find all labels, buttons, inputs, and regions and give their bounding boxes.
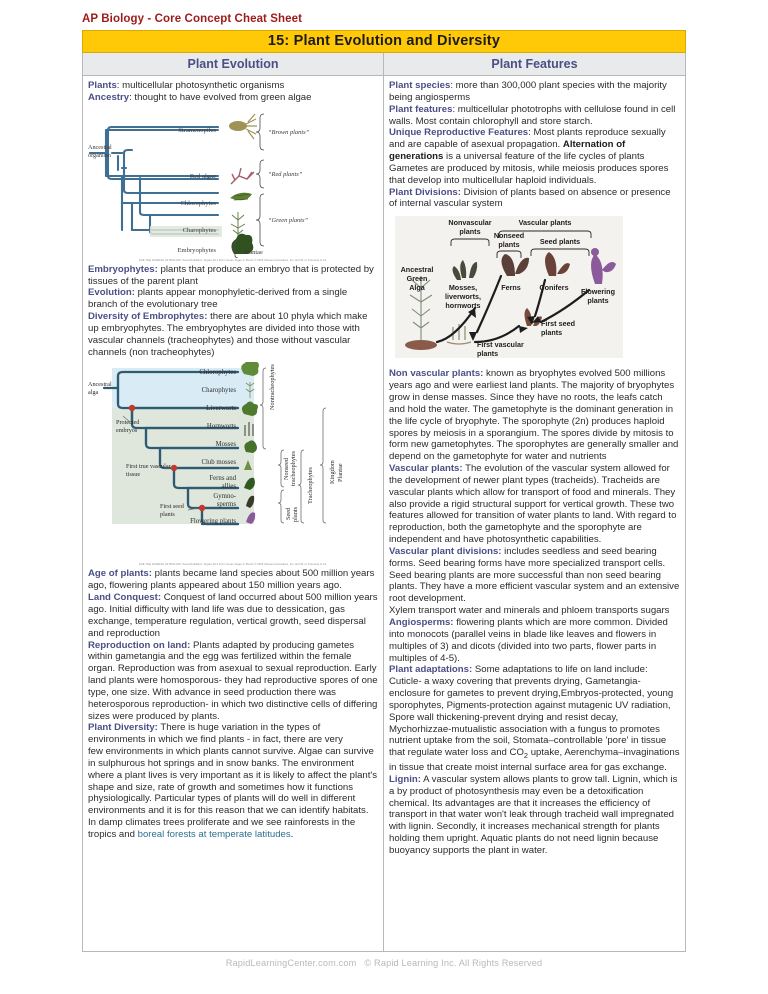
para-non-vascular-plants: Non vascular plants: known as bryophytes evolved 500 millions years ago and were earliest land plants. The majority of bryophytes grow in dense masses. Since they have no roots, the leafs catch and hold the water. The gametophyte is the dominant generation in the life cycle of bryophyte. The sporophyte (2n) produces haploid spores by meiosis in a sporangium. The spores divide by mitosis to form new gametophytes. The sporophytes are generally smaller and depend on the gametophyte for water and nutrients [389,368,679,463]
bold-alternation-of-generations: Alternation of generations [389,139,626,163]
figure-plantae-cladogram [88,362,378,566]
overview-taxa-ferns: Ferns [501,283,521,293]
node-label-vascular-2: tissue [126,471,141,479]
cladogram-tip-mosses: Mosses [215,441,236,449]
page-footer [82,958,686,968]
overview-taxa-alga-2: Green [406,274,428,284]
term-vascular-plant-divisions: Vascular plant divisions: [389,545,502,557]
overview-event-seed-1: First seed [541,319,575,329]
phylogenetic-tree-svg [88,108,383,258]
figure-phylogenetic-tree [88,108,378,262]
overview-event-vascular-2: plants [477,349,499,359]
para-plant-divisions: Plant Divisions: Division of plants based on absence or presence of internal vascular system [389,186,671,210]
node-label-seed-2: plants [160,511,175,519]
para-plant-diversity: Plant Diversity: There is huge variation in the types of environments in which we find plants - in fact, there are very few environments in which plants cannot survive. Algae can survive in sulphurous hot springs and in snow banks. The environment where a plant lives is very important as it is likely to affect the plant's shape and size, rate of growth and sometimes how it functions physiologically. Particular types of plants will do well in different environments and it is for this reason that we can identify habitats. In damp climates trees proliferate and we see rainforests in the tropics and boreal forests at temperate latitudes. [88,722,378,840]
tip-label-red-algae: Red algae [189,172,216,180]
term-diversity-of-embrophytes: Diversity of Embrophytes: [88,311,208,323]
cladogram-tip-liverworts: Liverworts [206,405,236,413]
bracket-kingdom-2: Plantae [337,463,344,483]
para-angiosperms: Angiosperms: flowering plants which are more common. Divided into monocots (parallel veins in blade like leaves and flowers in multiples of 3) and dicots (divided into two parts, flower parts in multiples of 4-5). [389,617,668,664]
term-lignin: Lignin: [389,773,421,785]
root-label-line2: organism [88,151,111,159]
overview-taxa-alga-3: Alga [409,283,425,293]
figure-plant-evolution-overview [389,214,680,366]
cladogram-tip-club-mosses: Club mosses [201,459,236,467]
intro-plants: Plants: multicellular photosynthetic organisms [88,80,285,91]
overview-label-nonseed-1: Nonseed [493,231,525,241]
para-plant-features: Plant features: multicellular phototrophs with cellulose found in cell walls. Most contain chlorophyll and store starch. [389,103,676,127]
overview-label-nonvascular-2: plants [459,227,481,237]
overview-taxa-flowering-2: plants [587,296,609,306]
para-land-conquest: Land Conquest: Conquest of land occurred about 500 million years ago. Initial difficulty with land life was due to dessication, gas exchange, temperature regulation, vertical growth, seed dispersal and reproduction [88,592,378,639]
bracket-seed-1: Seed [285,508,292,521]
term-plant-features: Plant features [389,103,453,115]
cladogram-tip-charophytes: Charophytes [201,387,236,395]
overview-taxa-mosses-3: hornworts [445,301,481,311]
column-header-plant-features: Plant Features [384,53,685,76]
term-plant-species: Plant species [389,80,451,91]
overview-event-seed-2: plants [541,328,563,338]
bracket-tracheophytes: Tracheophytes [307,467,314,505]
cladogram-tip-hornworts: Hornworts [206,423,236,431]
para-unique-reproductive-features: Unique Reproductive Features: Most plants reproduce sexually and are capable of asexual propagation. Alternation of generations is a universal feature of the life cycles of plants [389,127,666,163]
plant-evolution-overview-svg [389,214,685,366]
para-lignin: Lignin: A vascular system allows plants to grow tall. Lignin, which is a by product of photosynthesis may even be a detoxification chemical. Its advantages are that it increases the efficiency of transport in that water won't leak through tracheid wall impregnated with lignin. Secondly, it increases mechanical strength for plants holding them upright. Aquatic plants do not need lignin because buoyancy supports the plant in water. [389,773,678,856]
term-plant-adaptations: Plant adaptations: [389,664,473,676]
term-ancestry: Ancestry [88,91,130,103]
tip-label-chlorophytes: Chlorophytes [180,199,216,207]
group-label-plantae: Plantae [244,248,263,256]
tip-label-stramenopiles: Stramenopiles [178,126,216,134]
plantae-cladogram-svg [88,362,383,562]
term-plants: Plants [88,80,117,91]
term-embryophytes: Embryophytes: [88,263,158,275]
cladogram-tip-ferns-2: allies [221,483,236,491]
overview-event-vascular-1: First vascular [477,340,524,350]
overview-label-nonseed-2: plants [498,240,520,250]
term-evolution: Evolution: [88,287,135,299]
tip-label-charophytes: Charophytes [182,226,216,234]
term-vascular-plants: Vascular plants: [389,463,463,475]
cladogram-tip-flowering: Flowering plants [190,518,236,526]
overview-taxa-alga-1: Ancestral [400,265,434,275]
cladogram-root-2: alga [88,389,99,397]
icon-substrate [405,340,437,350]
bracket-seed-2: plants [292,507,299,523]
term-non-vascular-plants: Non vascular plants: [389,368,484,380]
organism-icons [229,114,257,254]
term-reproduction-on-land: Reproduction on land: [88,639,191,651]
cladogram-tip-ferns-1: Ferns and [209,475,236,483]
term-angiosperms: Angiosperms: [389,617,454,628]
bracket-nonseed-2: tracheophytes [290,451,297,487]
column-body-plant-features [384,76,685,951]
para-age-of-plants: Age of plants: plants became land species about 500 million years ago, flowering plants appeared about 150 million years ago. [88,568,375,592]
intro-ancestry: Ancestry: thought to have evolved from green algae [88,91,312,103]
node-protected-embryos [129,405,135,411]
overview-taxa-mosses-2: liverworts, [445,292,481,302]
plant-diversity-highlight: boreal forests at temperate latitudes [137,829,291,840]
group-label-green-plants: “Green plants” [268,216,309,224]
tip-label-embryophytes: Embryophytes [177,246,216,254]
footer-site: RapidLearningCenter.com.com [225,958,357,968]
column-body-plant-evolution [83,76,383,951]
node-label-vascular-1: First true vascular [126,463,171,471]
group-label-red-plants: “Red plants” [268,170,303,178]
co2-subscript: 2 [523,751,529,761]
cladogram-root-1: Ancestral [88,381,112,389]
node-label-protected-2: embryos [116,427,138,435]
cladogram-tip-gymno-2: sperms [216,501,236,509]
bracket-nonseed-1: Nonseed [283,458,290,481]
node-label-protected-1: Protected [116,419,140,427]
term-plant-divisions: Plant Divisions: [389,186,461,198]
para-vascular-plants: Vascular plants: The evolution of the vascular system allowed for the development of newer plant types (tracheids). Tracheids are vascular plants which allow for transport of food and minerals. They also provide a rigid structural support for vertical growth. These two features allowed for transition of water plants to land. With regard to reproduction, both the gametophyte and the sporophyte are independent and have photosynthetic capabilities. [389,463,677,546]
banner-title: 15: Plant Evolution and Diversity [82,30,686,53]
root-label-line1: Ancestral [88,143,112,151]
cladogram-tip-gymno-1: Gymno- [213,493,236,501]
term-age-of-plants: Age of plants: [88,568,152,580]
para-reproduction-on-land: Reproduction on land: Plants adapted by producing gametes within gametangia and the egg was fertilized within the female organ. Reproduction was from asexual to sexual reproduction. Early land plants were homosporous- they had reproductive spores of one type, one size. With advance in seed production there was heterosporous reproduction- in which two distinctive cells of differing sizes were produced by plants. [88,639,378,722]
group-label-brown-plants: “Brown plants” [268,128,310,136]
column-plant-evolution [83,53,384,951]
two-column-grid [82,53,686,952]
node-label-seed-1: First seed [160,503,184,511]
bracket-kingdom-1: Kingdom [329,460,336,485]
overview-label-nonvascular-1: Nonvascular [448,218,492,228]
term-unique-reproductive-features: Unique Reproductive Features [389,127,529,139]
overview-taxa-mosses-1: Mosses, [448,283,478,293]
overview-label-seed-plants: Seed plants [539,237,581,247]
footer-copyright: © Rapid Learning Inc. All Rights Reserved [364,958,543,968]
para-gametes: Gametes are produced by mitosis, while meiosis produces spores that develop into multicellular haploid individuals. [389,162,669,186]
para-embryophytes: Embryophytes: plants that produce an embryo that is protected by tissues of the parent plant [88,263,374,287]
para-vascular-plant-divisions: Vascular plant divisions: includes seedless and seed bearing forms. Seed bearing forms have more specialized transport cells. Seed bearing plants are more successful than non seed bearing plants. They have a more efficient vascular system and an extensive root development. [389,545,680,605]
bracket-nontracheophytes: Nontracheophytes [269,364,276,411]
overview-taxa-flowering-1: Flowering [581,287,615,297]
figure1-credit: LIFE THE SCIENCE OF BIOLOGY Seventh Edition, Figure 29.1 From Green Algae to Plants © 2004 Sinauer Associates, Inc. and W. H. Freeman & Co. [138,258,328,262]
cladogram-tip-chlorophytes: Chlorophytes [199,369,236,377]
para-evolution: Evolution: plants appear monophyletic-derived from a single branch of the evolutionary tree [88,287,348,311]
document-title: AP Biology - Core Concept Cheat Sheet [82,13,303,25]
para-plant-species: Plant species: more than 300,000 plant species with the majority being angiosperms [389,80,667,103]
para-xylem: Xylem transport water and minerals and phloem transports sugars [389,605,670,617]
term-land-conquest: Land Conquest: [88,592,162,604]
column-header-plant-evolution: Plant Evolution [83,53,383,76]
para-diversity-embryophytes: Diversity of Embrophytes: there are about 10 phyla which make up embryophytes. The embryophytes are divided into those with vascular channels (tracheophytes) and those without vascular channels (non tracheophytes) [88,311,368,358]
overview-label-vascular: Vascular plants [518,218,572,228]
figure2-credit: LIFE THE SCIENCE OF BIOLOGY Seventh Edition, Figure 29.2 From Green Algae to Plants © 2004 Sinauer Associates, Inc. and W. H. Freeman & Co. [138,563,328,567]
node-first-seed-plants [199,505,205,511]
overview-taxa-conifers: Conifers [539,283,569,293]
para-plant-adaptations: Plant adaptations: Some adaptations to life on land include: Cuticle- a waxy covering that prevents drying, Gametangia-enclosure for gametes to prevent drying,Embryos-protected, young sporophytes, Pigments-protection against mutagenic UV radiation, Spore wall thickening-prevent drying and resist decay, Mychorhizzae-mutualistic association with a fungus to promotes nutrient uptake from the soil, Stomata–controllable 'pore' in tissue that regulate water loss and $CO_2$ uptake, Aerenchyma–invaginations in tissue that create moist internal surface area for gas exchange. [389,664,680,774]
column-plant-features [384,53,685,951]
term-plant-diversity: Plant Diversity: [88,722,158,734]
